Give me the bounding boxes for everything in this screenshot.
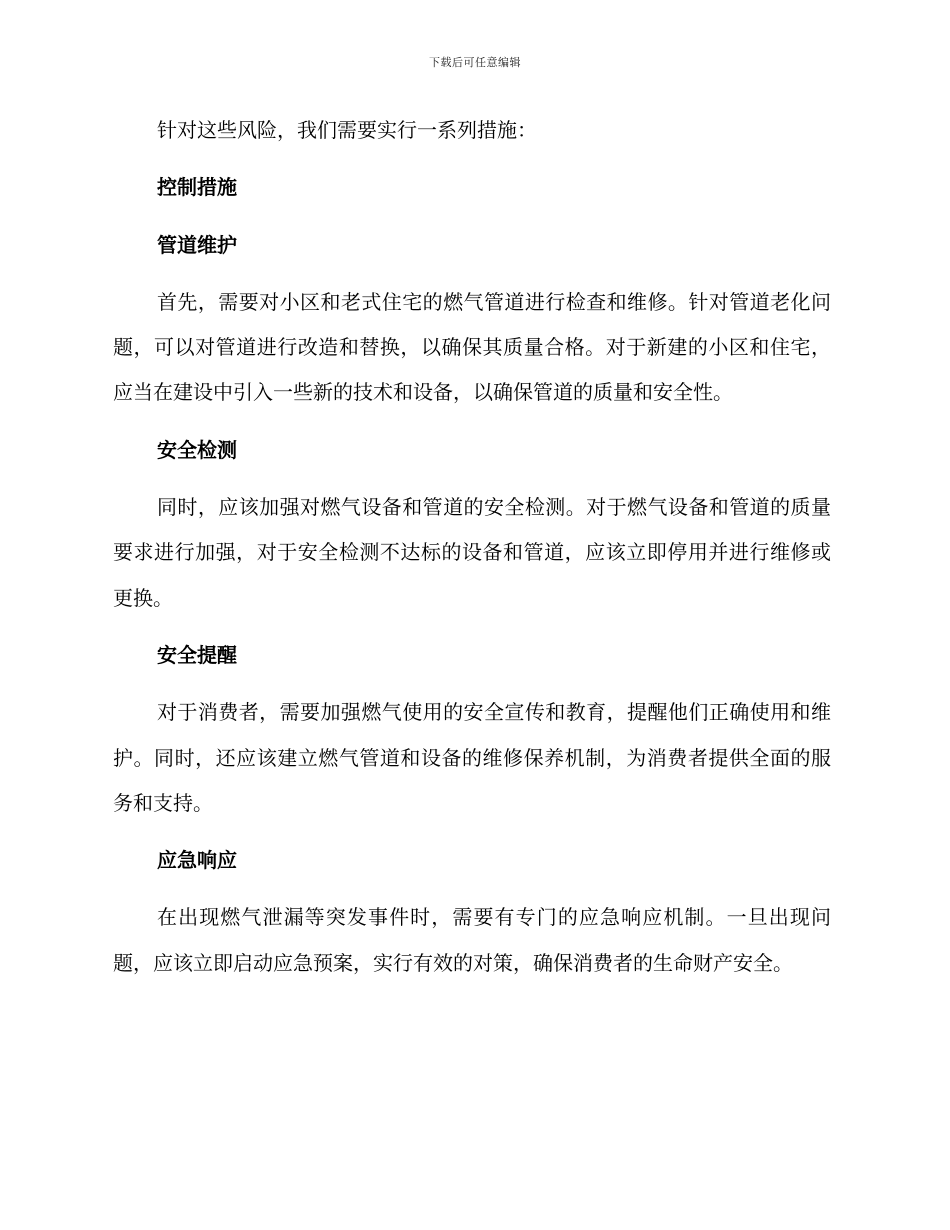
page-header: 下载后可任意编辑 — [429, 56, 521, 69]
section-body-emergency-response: 在出现燃气泄漏等突发事件时，需要有专门的应急响应机制。一旦出现问题，应该立即启动应急预案，实行有效的对策，确保消费者的生命财产安全。 — [113, 905, 831, 975]
spacer — [113, 473, 831, 485]
spacer — [113, 826, 831, 838]
spacer — [113, 268, 831, 280]
spacer — [113, 416, 831, 428]
section-heading-emergency-response: 应急响应 — [157, 848, 237, 873]
section-body-safety-inspection: 同时，应该加强对燃气设备和管道的安全检测。对于燃气设备和管道的质量要求进行加强，对于安全检测不达标的设备和管道，应该立即停用并进行维修或更换。 — [113, 495, 831, 610]
section-body-pipeline-maintenance: 首先，需要对小区和老式住宅的燃气管道进行检查和维修。针对管道老化问题，可以对管道进行改造和替换，以确保其质量合格。对于新建的小区和住宅，应当在建设中引入一些新的技术和设备，以确保管道的质量和安全性。 — [113, 289, 831, 405]
spacer — [113, 621, 831, 633]
document-body — [113, 108, 831, 986]
intro-paragraph: 针对这些风险，我们需要实行一系列措施： — [157, 118, 537, 142]
spacer — [113, 211, 831, 223]
section-heading-safety-inspection: 安全检测 — [157, 437, 237, 462]
spacer — [113, 883, 831, 895]
section-body-safety-reminder: 对于消费者，需要加强燃气使用的安全宣传和教育，提醒他们正确使用和维护。同时，还应该建立燃气管道和设备的维修保养机制，为消费者提供全面的服务和支持。 — [113, 700, 831, 815]
spacer — [113, 678, 831, 690]
main-heading: 控制措施 — [157, 175, 237, 200]
section-heading-safety-reminder: 安全提醒 — [157, 642, 237, 667]
spacer — [113, 153, 831, 165]
section-heading-pipeline-maintenance: 管道维护 — [157, 232, 237, 257]
